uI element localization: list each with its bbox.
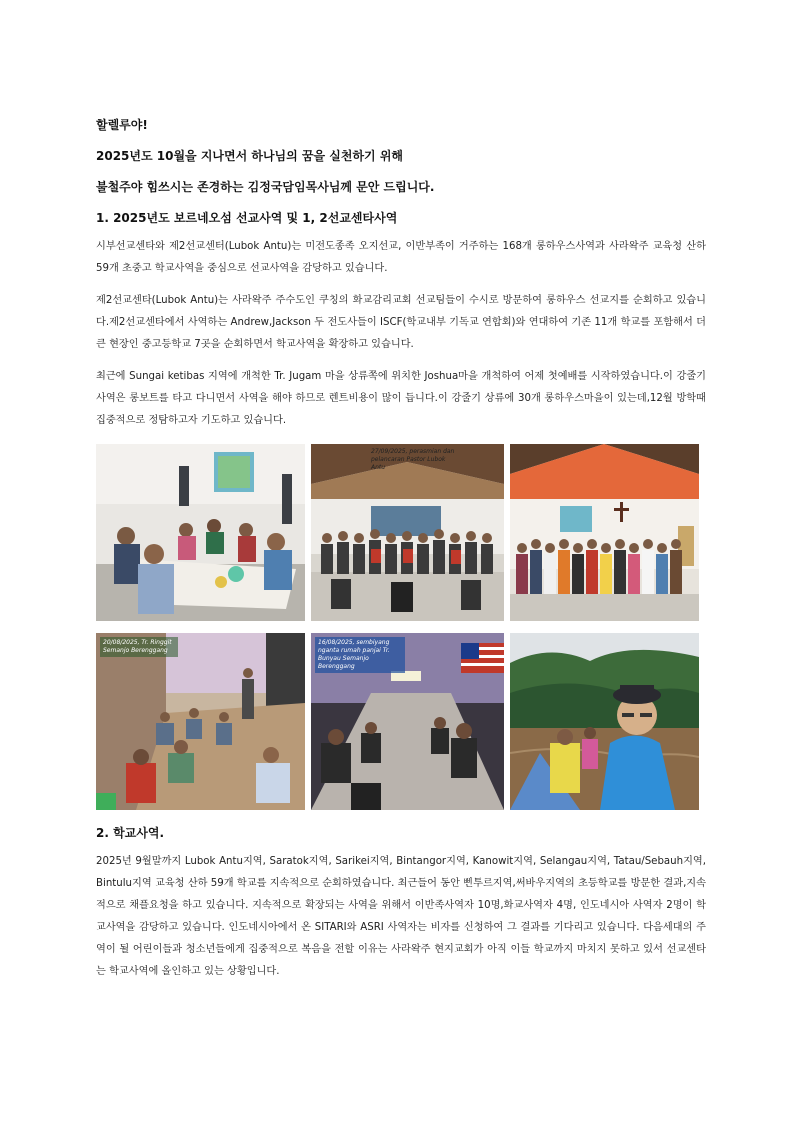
intro-line-2: 불철주야 힘쓰시는 존경하는 김정국담임목사님께 문안 드립니다.: [96, 180, 435, 194]
photo-caption-2: 27/09/2025, perasmian dan pelancaran Pastor Lubok Antu: [371, 448, 455, 471]
greeting: 할렐루야!: [96, 118, 148, 132]
photo-grid: [96, 444, 706, 810]
photo-church-group-portrait: [510, 444, 699, 621]
photo-caption-5: 16/08/2025, sembiyang nganta rumah panjai Tr. Bunyau Semanjo Berenggang: [315, 637, 405, 673]
section1-paragraph-1: 시부선교센타와 제2선교센터(Lubok Antu)는 미전도종족 오지선교, 이반부족이 거주하는 168개 롱하우스사역과 사라왁주 교육청 산하 59개 초중고 학교사역을 중심으로 선교사역을 감당하고 있습니다.: [96, 241, 706, 274]
section1-paragraph-2: 제2선교센타(Lubok Antu)는 사라왁주 주수도인 쿠칭의 화교감리교회 선교팀들이 수시로 방문하여 롱하우스 선교지를 순회하고 있습니다.제2선교센타에서 사역하는 Andrew,Jackson 두 전도사들이 ISCF(학교내부 기독교 연합회)와 연대하여 기존 11개 학교를 포함해서 더 큰 현장인 중고등학교 7곳을 순회하면서 학교사역을 확장하고 있습니다.: [96, 295, 706, 350]
photo-longhouse-corridor: [311, 633, 504, 810]
document-body: [96, 116, 706, 983]
intro-line-1: 2025년도 10월을 지나면서 하나님의 꿈을 실천하기 위해: [96, 149, 404, 163]
section2-paragraph-1: 2025년 9월말까지 Lubok Antu지역, Saratok지역, Sarikei지역, Bintangor지역, Kanowit지역, Selangau지역, Tatau/Sebauh지역, Bintulu지역 교육청 산하 59개 학교를 지속적으로 순회하였습니다. 최근들어 동안 삔투르지역,써바우지역의 초등학교를 방문한 결과,지속적으로 채플요청을 하고 있습니다. 지속적으로 확장되는 사역을 위해서 이반족사역자 10명,화교사역자 4명, 인도네시아 사역자 2명이 학교사역을 감당하고 있습니다. 인도네시아에서 온 SITARI와 ASRI 사역자는 비자를 신청하여 그 결과를 기다리고 있습니다. 다음세대의 주역이 될 어린이들과 청소년들에게 집중적으로 복음을 전할 이유는 사라왁주 현지교회가 아직 이들 학교까지 마치지 못하고 있서 선교센타는 학교사역에 올인하고 있는 상황입니다.: [96, 856, 706, 977]
photo-meeting-table: [96, 444, 305, 621]
photo-caption-4: 20/08/2025, Tr. Ringgit Semanjo Berenggang: [100, 637, 178, 657]
section1-paragraph-3: 최근에 Sungai ketibas 지역에 개척한 Tr. Jugam 마을 상류쪽에 위치한 Joshua마을 개척하여 어제 첫예배를 시작하였습니다.이 강줄기 사역은 롱보트를 타고 다니면서 사역을 해야 하므로 렌트비용이 많이 듭니다.이 강줄기 상류에 30개 롱하우스마을이 있는데,12월 방학때 집중적으로 정탐하고자 기도하고 있습니다.: [96, 371, 706, 426]
section1-heading: 1. 2025년도 보르네오섬 선교사역 및 1, 2선교센타사역: [96, 211, 398, 225]
photo-longhouse-gathering: [96, 633, 305, 810]
section2-heading: 2. 학교사역.: [96, 826, 165, 840]
photo-church-hall-group: [311, 444, 504, 621]
photo-river-boat: [510, 633, 699, 810]
